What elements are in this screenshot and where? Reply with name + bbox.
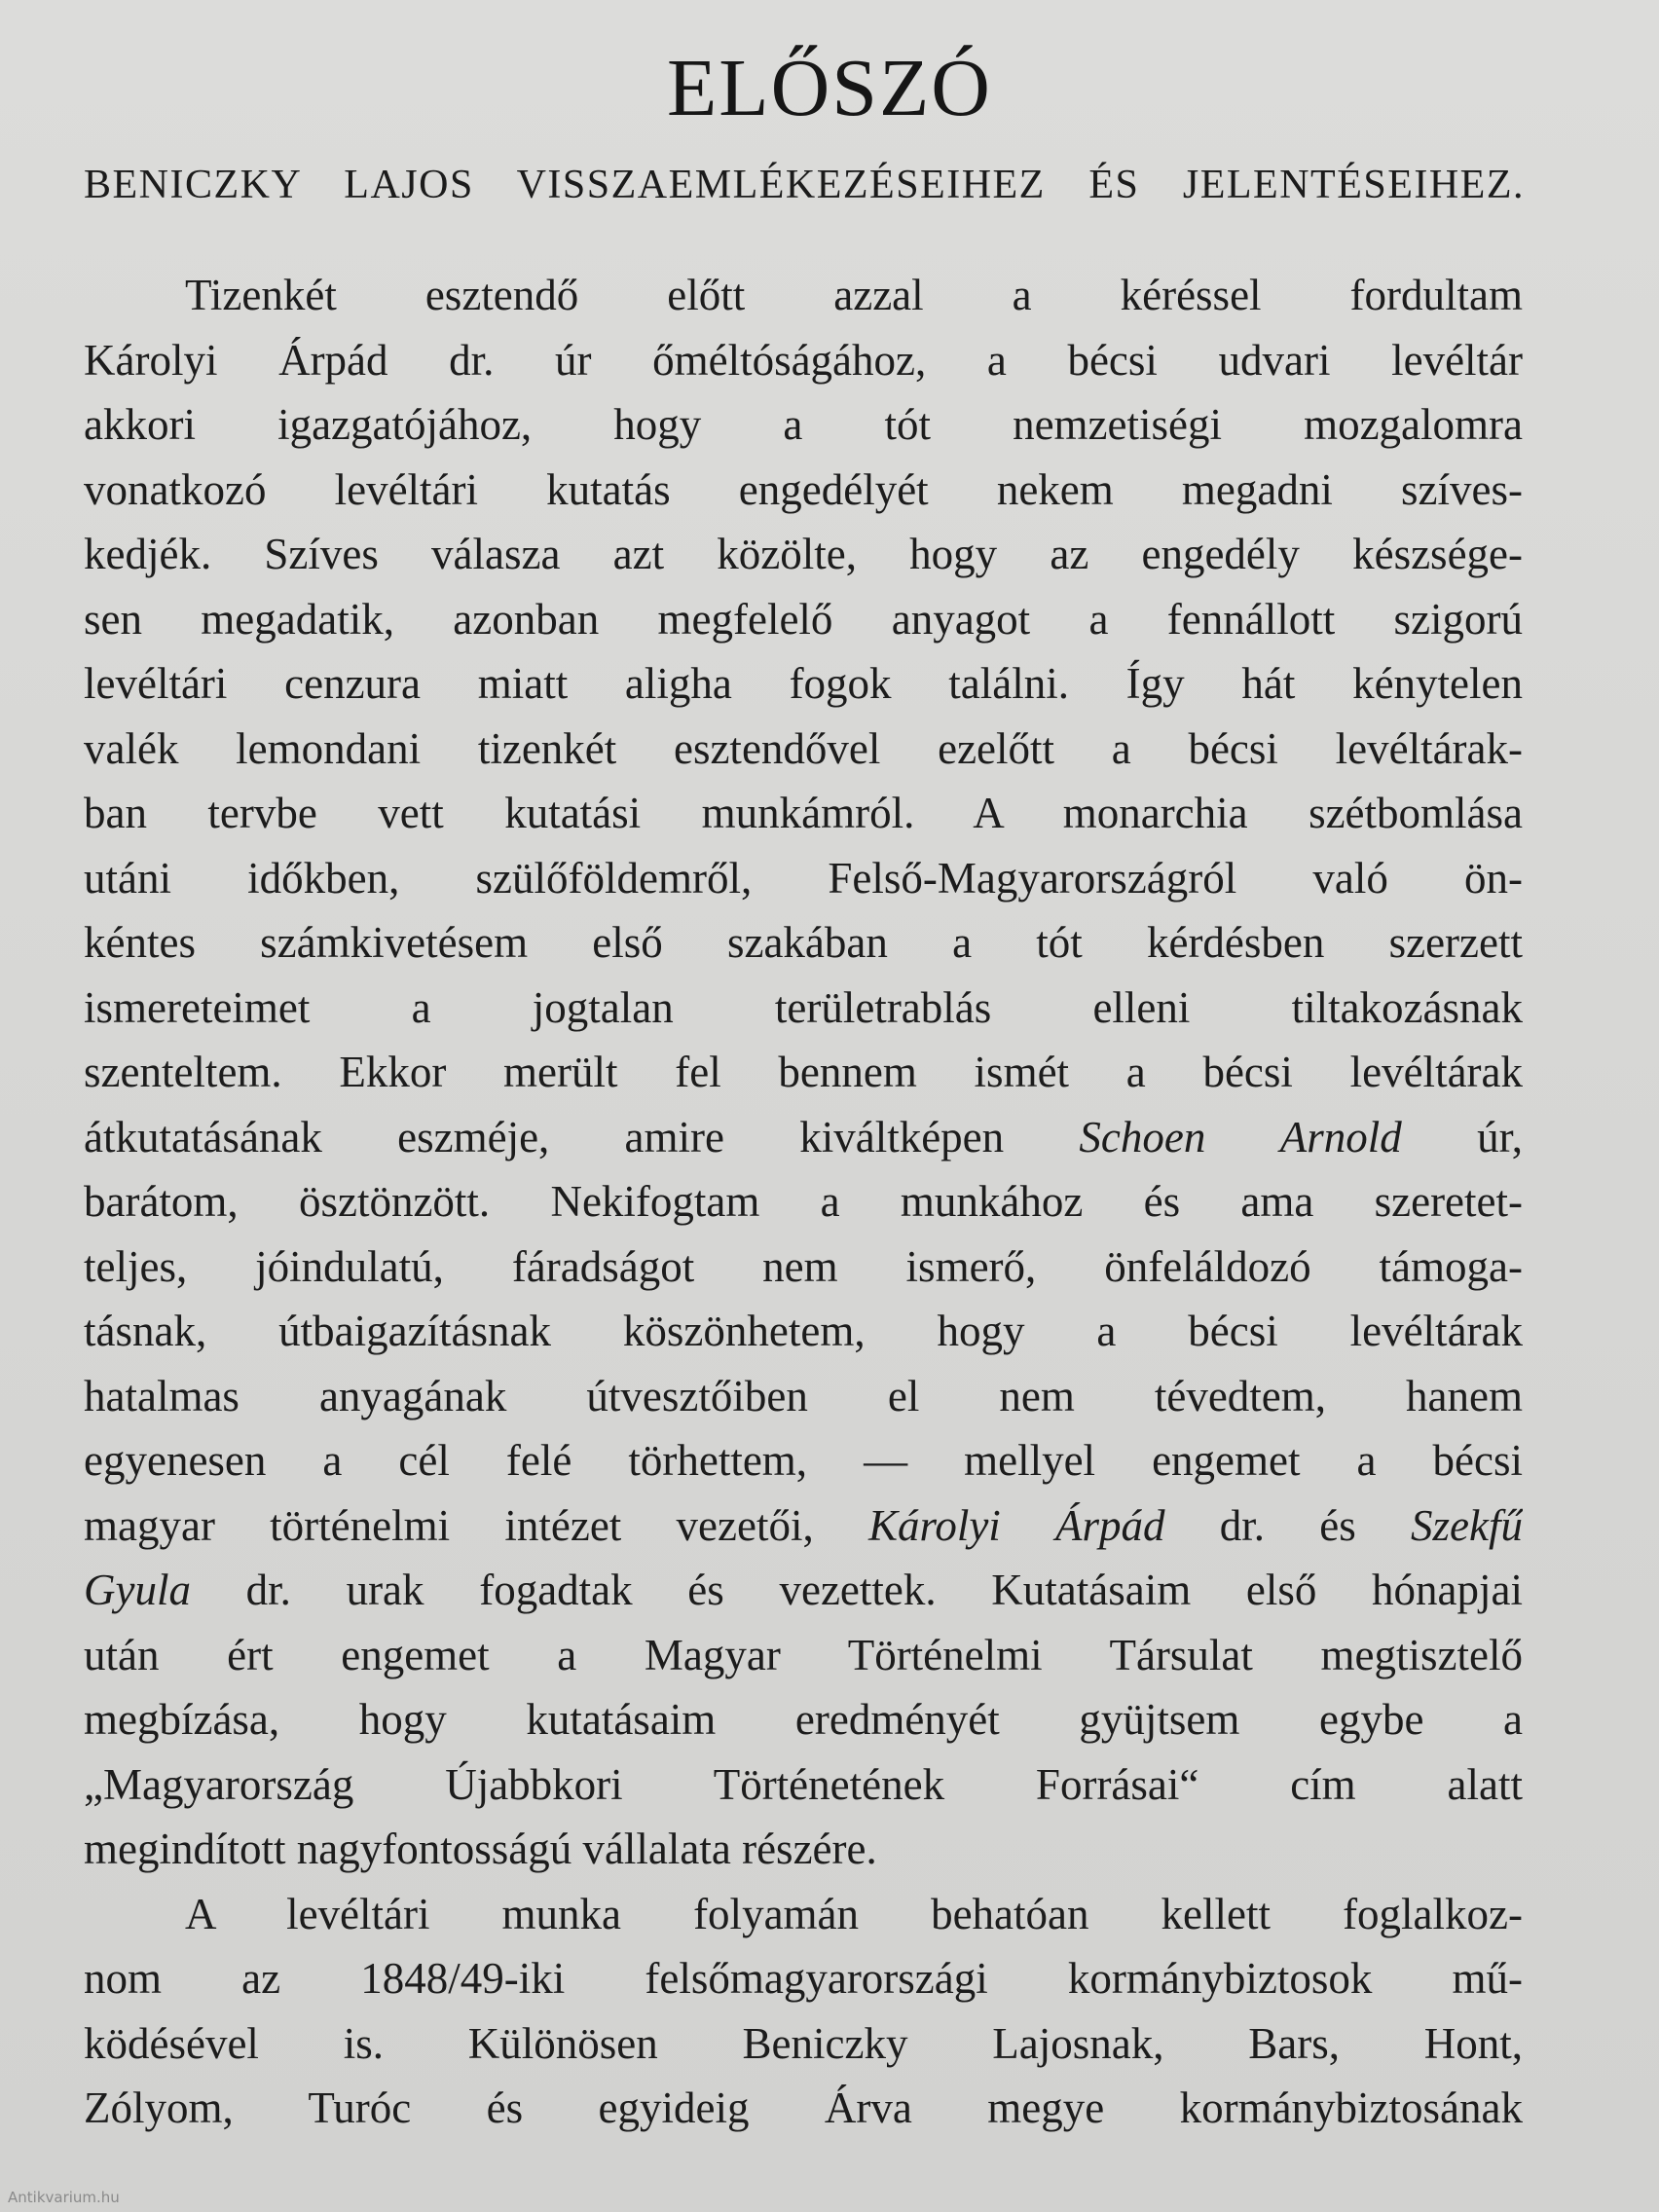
text-line: egyenesen a cél felé törhettem, — mellyel engemet a bécsi	[84, 1436, 1523, 1485]
text-line: kedjék. Szíves válasza azt közölte, hogy az engedély készsége-	[84, 530, 1523, 578]
text-segment: úr,	[1401, 1112, 1523, 1161]
italic-name: Schoen Arnold	[1079, 1112, 1402, 1161]
text-line: megbízása, hogy kutatásaim eredményét gyüjtsem egybe a	[84, 1695, 1523, 1744]
text-line	[84, 1105, 1523, 1170]
text-line: sen megadatik, azonban megfelelő anyagot a fennállott szigorú	[84, 594, 1523, 644]
italic-name: Károlyi Árpád	[867, 1500, 1165, 1550]
text-segment: dr. és	[1164, 1500, 1412, 1550]
text-line: Tizenkét esztendő előtt azzal a kéréssel fordultam	[185, 271, 1523, 319]
text-line: valék lemondani tizenkét esztendővel ezelőtt a bécsi levéltárak-	[84, 723, 1523, 773]
text-line: kéntes számkivetésem első szakában a tót kérdésben szerzett	[84, 918, 1523, 967]
text-line: ismereteimet a jogtalan területrablás elleni tiltakozásnak	[84, 982, 1523, 1032]
text-line: „Magyarország Újabbkori Történetének Forrásai“ cím alatt	[84, 1759, 1523, 1809]
text-line: Károlyi Árpád dr. úr őméltóságához, a bécsi udvari levéltár	[84, 335, 1523, 385]
body-text	[84, 263, 1523, 2141]
text-line: után ért engemet a Magyar Történelmi Társulat megtisztelő	[84, 1630, 1523, 1679]
text-line: tásnak, útbaigazításnak köszönhetem, hogy a bécsi levéltárak	[84, 1307, 1523, 1355]
text-line: utáni időkben, szülőföldemről, Felső-Magyarországról való ön-	[84, 853, 1523, 903]
text-line: Zólyom, Turóc és egyideig Árva megye kormánybiztosának	[84, 2083, 1523, 2132]
text-line: A levéltári munka folyamán behatóan kellett foglalkoz-	[185, 1889, 1523, 1938]
watermark: Antikvarium.hu	[8, 2189, 120, 2206]
text-line: vonatkozó levéltári kutatás engedélyét nekem megadni szíves-	[84, 464, 1523, 514]
text-segment: átkutatásának eszméje, amire kiváltképen	[84, 1112, 1080, 1161]
text-line	[84, 1558, 1523, 1623]
text-line: szenteltem. Ekkor merült fel bennem ismét a bécsi levéltárak	[84, 1048, 1523, 1096]
text-segment: dr. urak fogadtak és vezettek. Kutatásaim első hónapjai	[190, 1566, 1523, 1614]
text-line: levéltári cenzura miatt aligha fogok találni. Így hát kénytelen	[84, 659, 1523, 708]
italic-name: Gyula	[84, 1566, 191, 1614]
text-line: akkori igazgatójához, hogy a tót nemzetiségi mozgalomra	[84, 400, 1523, 449]
text-line: barátom, ösztönzött. Nekifogtam a munkához és ama szeretet-	[84, 1177, 1523, 1226]
text-line: ban tervbe vett kutatási munkámról. A monarchia szétbomlása	[84, 789, 1523, 837]
page-subtitle: BENICZKY LAJOS VISSZAEMLÉKEZÉSEIHEZ ÉS JELENTÉSEIHEZ.	[84, 163, 1525, 207]
text-line: ködésével is. Különösen Beniczky Lajosnak, Bars, Hont,	[84, 2018, 1523, 2068]
text-line	[84, 1493, 1523, 1559]
page-title: ELŐSZÓ	[667, 43, 992, 133]
text-line: nom az 1848/49-iki felsőmagyarországi kormánybiztosok mű-	[84, 1954, 1523, 2003]
text-line: hatalmas anyagának útvesztőiben el nem tévedtem, hanem	[84, 1371, 1523, 1420]
text-line: teljes, jóindulatú, fáradságot nem ismerő, önfeláldozó támoga-	[84, 1241, 1523, 1291]
italic-name: Szekfű	[1411, 1500, 1523, 1550]
text-segment: magyar történelmi intézet vezetői,	[84, 1500, 868, 1550]
text-line: megindított nagyfontosságú vállalata részére.	[84, 1825, 877, 1873]
